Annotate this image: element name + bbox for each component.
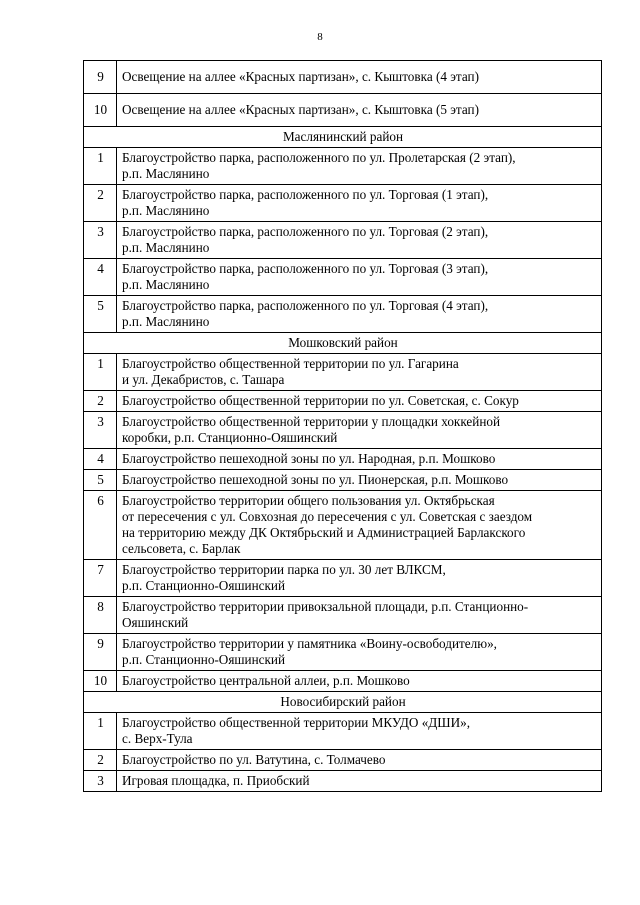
row-number: 9: [84, 634, 117, 671]
row-number: 2: [84, 185, 117, 222]
row-number: 9: [84, 61, 117, 94]
table-row: [84, 94, 602, 127]
page-number: 8: [317, 31, 323, 43]
row-number: 5: [84, 470, 117, 491]
row-description: [117, 449, 602, 470]
table-row: [84, 750, 602, 771]
table-row: [84, 412, 602, 449]
row-description: [117, 185, 602, 222]
table-row: [84, 597, 602, 634]
description-line: р.п. Маслянино: [122, 203, 210, 218]
description-line: р.п. Станционно-Ояшинский: [122, 652, 286, 667]
table-row: [84, 634, 602, 671]
row-description: [117, 671, 602, 692]
row-number: 4: [84, 449, 117, 470]
row-number: 1: [84, 713, 117, 750]
row-number: 5: [84, 296, 117, 333]
description-line: от пересечения с ул. Совхозная до пересечения с ул. Советская с заездом: [122, 509, 533, 524]
description-line: Благоустройство парка, расположенного по ул. Торговая (4 этап),: [122, 298, 489, 313]
table-row: [84, 222, 602, 259]
description-line: Благоустройство по ул. Ватутина, с. Толмачево: [122, 752, 386, 767]
row-description: [117, 222, 602, 259]
description-line: Благоустройство парка, расположенного по ул. Торговая (3 этап),: [122, 261, 489, 276]
description-line: Благоустройство парка, расположенного по ул. Торговая (2 этап),: [122, 224, 489, 239]
table-row: [84, 148, 602, 185]
row-description: [117, 148, 602, 185]
table-row: [84, 185, 602, 222]
row-number: 1: [84, 148, 117, 185]
description-line: Благоустройство территории парка по ул. 30 лет ВЛКСМ,: [122, 562, 446, 577]
table-row: [84, 671, 602, 692]
description-line: Благоустройство общественной территории у площадки хоккейной: [122, 414, 501, 429]
description-line: сельсовета, с. Барлак: [122, 541, 241, 556]
row-description: [117, 491, 602, 560]
row-description: [117, 412, 602, 449]
row-description: [117, 61, 602, 94]
row-number: 3: [84, 412, 117, 449]
row-description: [117, 259, 602, 296]
description-line: и ул. Декабристов, с. Ташара: [122, 372, 285, 387]
row-number: 10: [84, 94, 117, 127]
description-line: р.п. Маслянино: [122, 240, 210, 255]
description-line: с. Верх-Тула: [122, 731, 193, 746]
row-description: [117, 750, 602, 771]
section-title: Маслянинский район: [84, 127, 602, 148]
description-line: Благоустройство общественной территории по ул. Гагарина: [122, 356, 459, 371]
row-number: 3: [84, 771, 117, 792]
row-description: [117, 634, 602, 671]
table-row: [84, 560, 602, 597]
row-number: 8: [84, 597, 117, 634]
description-line: на территорию между ДК Октябрьский и Администрацией Барлакского: [122, 525, 526, 540]
projects-table: [83, 60, 602, 792]
row-description: [117, 771, 602, 792]
row-description: [117, 713, 602, 750]
description-line: р.п. Маслянино: [122, 166, 210, 181]
description-line: Благоустройство пешеходной зоны по ул. Народная, р.п. Мошково: [122, 451, 496, 466]
table-row: [84, 391, 602, 412]
table-body: [84, 61, 602, 792]
row-description: [117, 391, 602, 412]
section-header-row: [84, 692, 602, 713]
description-line: Освещение на аллее «Красных партизан», с. Кыштовка (5 этап): [122, 102, 479, 117]
section-title: Мошковский район: [84, 333, 602, 354]
table-row: [84, 449, 602, 470]
description-line: р.п. Маслянино: [122, 314, 210, 329]
table-row: [84, 296, 602, 333]
description-line: Игровая площадка, п. Приобский: [122, 773, 310, 788]
table-row: [84, 354, 602, 391]
row-description: [117, 597, 602, 634]
description-line: Благоустройство территории общего пользования ул. Октябрьская: [122, 493, 495, 508]
row-number: 10: [84, 671, 117, 692]
row-number: 7: [84, 560, 117, 597]
description-line: Благоустройство пешеходной зоны по ул. Пионерская, р.п. Мошково: [122, 472, 509, 487]
row-number: 2: [84, 750, 117, 771]
table-row: [84, 259, 602, 296]
row-description: [117, 560, 602, 597]
description-line: р.п. Маслянино: [122, 277, 210, 292]
row-description: [117, 296, 602, 333]
row-number: 4: [84, 259, 117, 296]
table-row: [84, 491, 602, 560]
row-description: [117, 354, 602, 391]
description-line: коробки, р.п. Станционно-Ояшинский: [122, 430, 338, 445]
table-row: [84, 61, 602, 94]
row-number: 3: [84, 222, 117, 259]
description-line: Благоустройство центральной аллеи, р.п. Мошково: [122, 673, 410, 688]
row-description: [117, 470, 602, 491]
description-line: Благоустройство парка, расположенного по ул. Пролетарская (2 этап),: [122, 150, 516, 165]
row-number: 2: [84, 391, 117, 412]
table-row: [84, 713, 602, 750]
description-line: Благоустройство общественной территории МКУДО «ДШИ»,: [122, 715, 471, 730]
description-line: Освещение на аллее «Красных партизан», с. Кыштовка (4 этап): [122, 69, 479, 84]
section-header-row: [84, 127, 602, 148]
row-number: 1: [84, 354, 117, 391]
table-row: [84, 470, 602, 491]
section-title: Новосибирский район: [84, 692, 602, 713]
row-description: [117, 94, 602, 127]
description-line: Благоустройство территории привокзальной площади, р.п. Станционно-: [122, 599, 529, 614]
description-line: Благоустройство общественной территории по ул. Советская, с. Сокур: [122, 393, 519, 408]
description-line: Ояшинский: [122, 615, 189, 630]
description-line: р.п. Станционно-Ояшинский: [122, 578, 286, 593]
table-row: [84, 771, 602, 792]
description-line: Благоустройство парка, расположенного по ул. Торговая (1 этап),: [122, 187, 489, 202]
section-header-row: [84, 333, 602, 354]
description-line: Благоустройство территории у памятника «Воину-освободителю»,: [122, 636, 497, 651]
row-number: 6: [84, 491, 117, 560]
